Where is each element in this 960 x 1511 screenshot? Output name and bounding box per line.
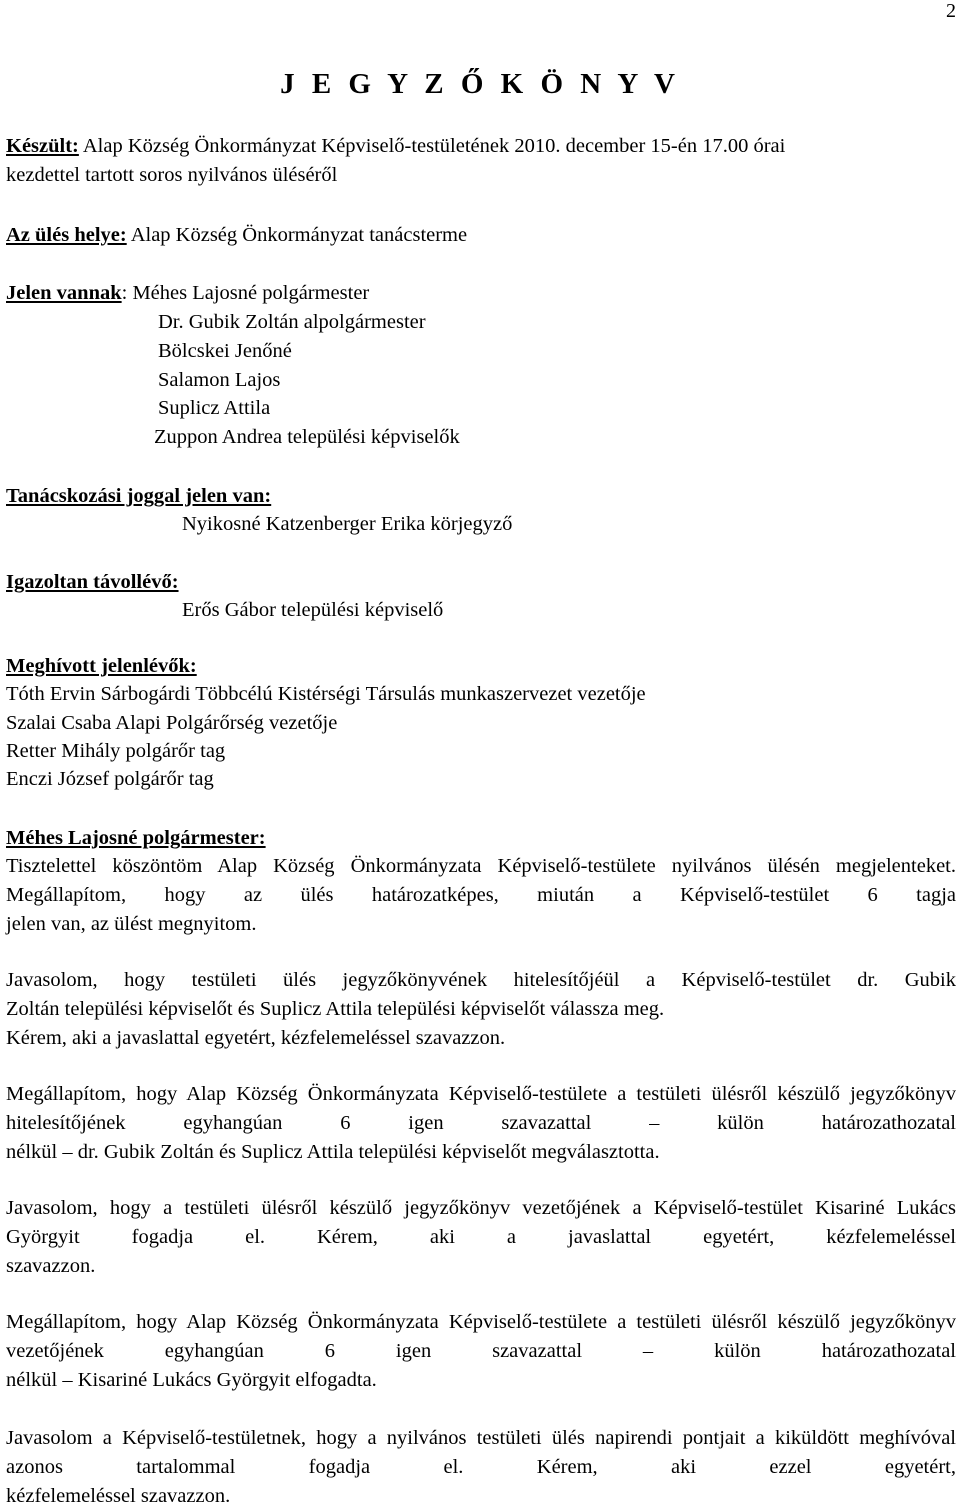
paragraph-text: Megállapítom, hogy Alap Község Önkormányzata Képviselő-testülete a testületi ülésről készülő jegyzőkönyv vezetőjének egyhangúan 6 igen szavazattal – külön határozathozatal (6, 1311, 956, 1362)
jelen-member: Suplicz Attila (158, 397, 271, 419)
tanacskozasi-label: Tanácskozási joggal jelen van: (6, 485, 272, 507)
jelen-first: : Méhes Lajosné polgármester (121, 282, 370, 304)
meghivott-item: Szalai Csaba Alapi Polgárőrség vezetője (6, 712, 338, 734)
jelen-line (6, 279, 369, 307)
helye-label: Az ülés helye: (6, 224, 127, 246)
helye-line (6, 221, 467, 249)
jelen-member: Dr. Gubik Zoltán alpolgármester (158, 311, 426, 333)
tanacskozasi-name: Nyikosné Katzenberger Erika körjegyző (182, 513, 513, 535)
meghivott-item: Enczi József polgárőr tag (6, 768, 214, 790)
paragraph-last-line: jelen van, az ülést megnyitom. (6, 913, 257, 935)
document-title: J E G Y Z Ő K Ö N Y V (280, 68, 680, 100)
paragraph (6, 1080, 956, 1167)
keszult-line (6, 132, 785, 160)
paragraph-last-line: nélkül – Kisariné Lukács Györgyit elfogadta. (6, 1369, 377, 1391)
meghivott-label: Meghívott jelenlévők: (6, 655, 197, 677)
speaker-label: Méhes Lajosné polgármester: (6, 827, 266, 849)
paragraph-text: Javasolom, hogy a testületi ülésről készülő jegyzőkönyv vezetőjének a Képviselő-testület Kisariné Lukács Györgyit fogadja el. Kérem, aki a javaslattal egyetért, kézfelemeléssel (6, 1197, 956, 1248)
paragraph (6, 966, 956, 1053)
igazoltan-label: Igazoltan távollévő: (6, 571, 179, 593)
paragraph (6, 852, 956, 939)
igazoltan-name: Erős Gábor települési képviselő (182, 599, 444, 621)
paragraph-last-line: Zoltán települési képviselőt és Suplicz Attila települési képviselőt válassza meg. Kérem, aki a javaslattal egyetért, kézfelemeléssel szavazzon. (6, 998, 665, 1049)
paragraph (6, 1424, 956, 1511)
keszult-text: Alap Község Önkormányzat Képviselő-testületének 2010. december 15-én 17.00 órai (78, 135, 786, 157)
keszult-line-2: kezdettel tartott soros nyilvános üléséről (6, 164, 338, 186)
helye-text: Alap Község Önkormányzat tanácsterme (126, 224, 468, 246)
paragraph-last-line: kézfelemeléssel szavazzon. (6, 1485, 231, 1507)
paragraph (6, 1194, 956, 1281)
jelen-member: Bölcskei Jenőné (158, 340, 292, 362)
jelen-member: Zuppon Andrea települési képviselők (154, 426, 460, 448)
meghivott-item: Retter Mihály polgárőr tag (6, 740, 226, 762)
paragraph-last-line: nélkül – dr. Gubik Zoltán és Suplicz Attila települési képviselőt megválasztotta. (6, 1141, 660, 1163)
paragraph-text: Tisztelettel köszöntöm Alap Község Önkormányzata Képviselő-testülete nyilvános ülésén megjelenteket. Megállapítom, hogy az ülés határozatképes, miután a Képviselő-testület 6 tagja (6, 855, 956, 906)
paragraph-last-line: szavazzon. (6, 1255, 96, 1277)
jelen-label: Jelen vannak (6, 282, 122, 304)
paragraph (6, 1308, 956, 1395)
page-number: 2 (946, 0, 956, 22)
paragraph-text: Javasolom a Képviselő-testületnek, hogy a nyilvános testületi ülés napirendi pontjait a kiküldött meghívóval azonos tartalommal fogadja el. Kérem, aki ezzel egyetért, (6, 1427, 956, 1478)
meghivott-item: Tóth Ervin Sárbogárdi Többcélú Kistérségi Társulás munkaszervezet vezetője (6, 683, 646, 705)
keszult-label: Készült: (6, 135, 79, 157)
paragraph-text: Javasolom, hogy testületi ülés jegyzőkönyvének hitelesítőjéül a Képviselő-testület dr. Gubik (6, 969, 956, 991)
jelen-member: Salamon Lajos (158, 369, 281, 391)
paragraph-text: Megállapítom, hogy Alap Község Önkormányzata Képviselő-testülete a testületi ülésről készülő jegyzőkönyv hitelesítőjének egyhangúan 6 igen szavazattal – külön határozathozatal (6, 1083, 956, 1134)
